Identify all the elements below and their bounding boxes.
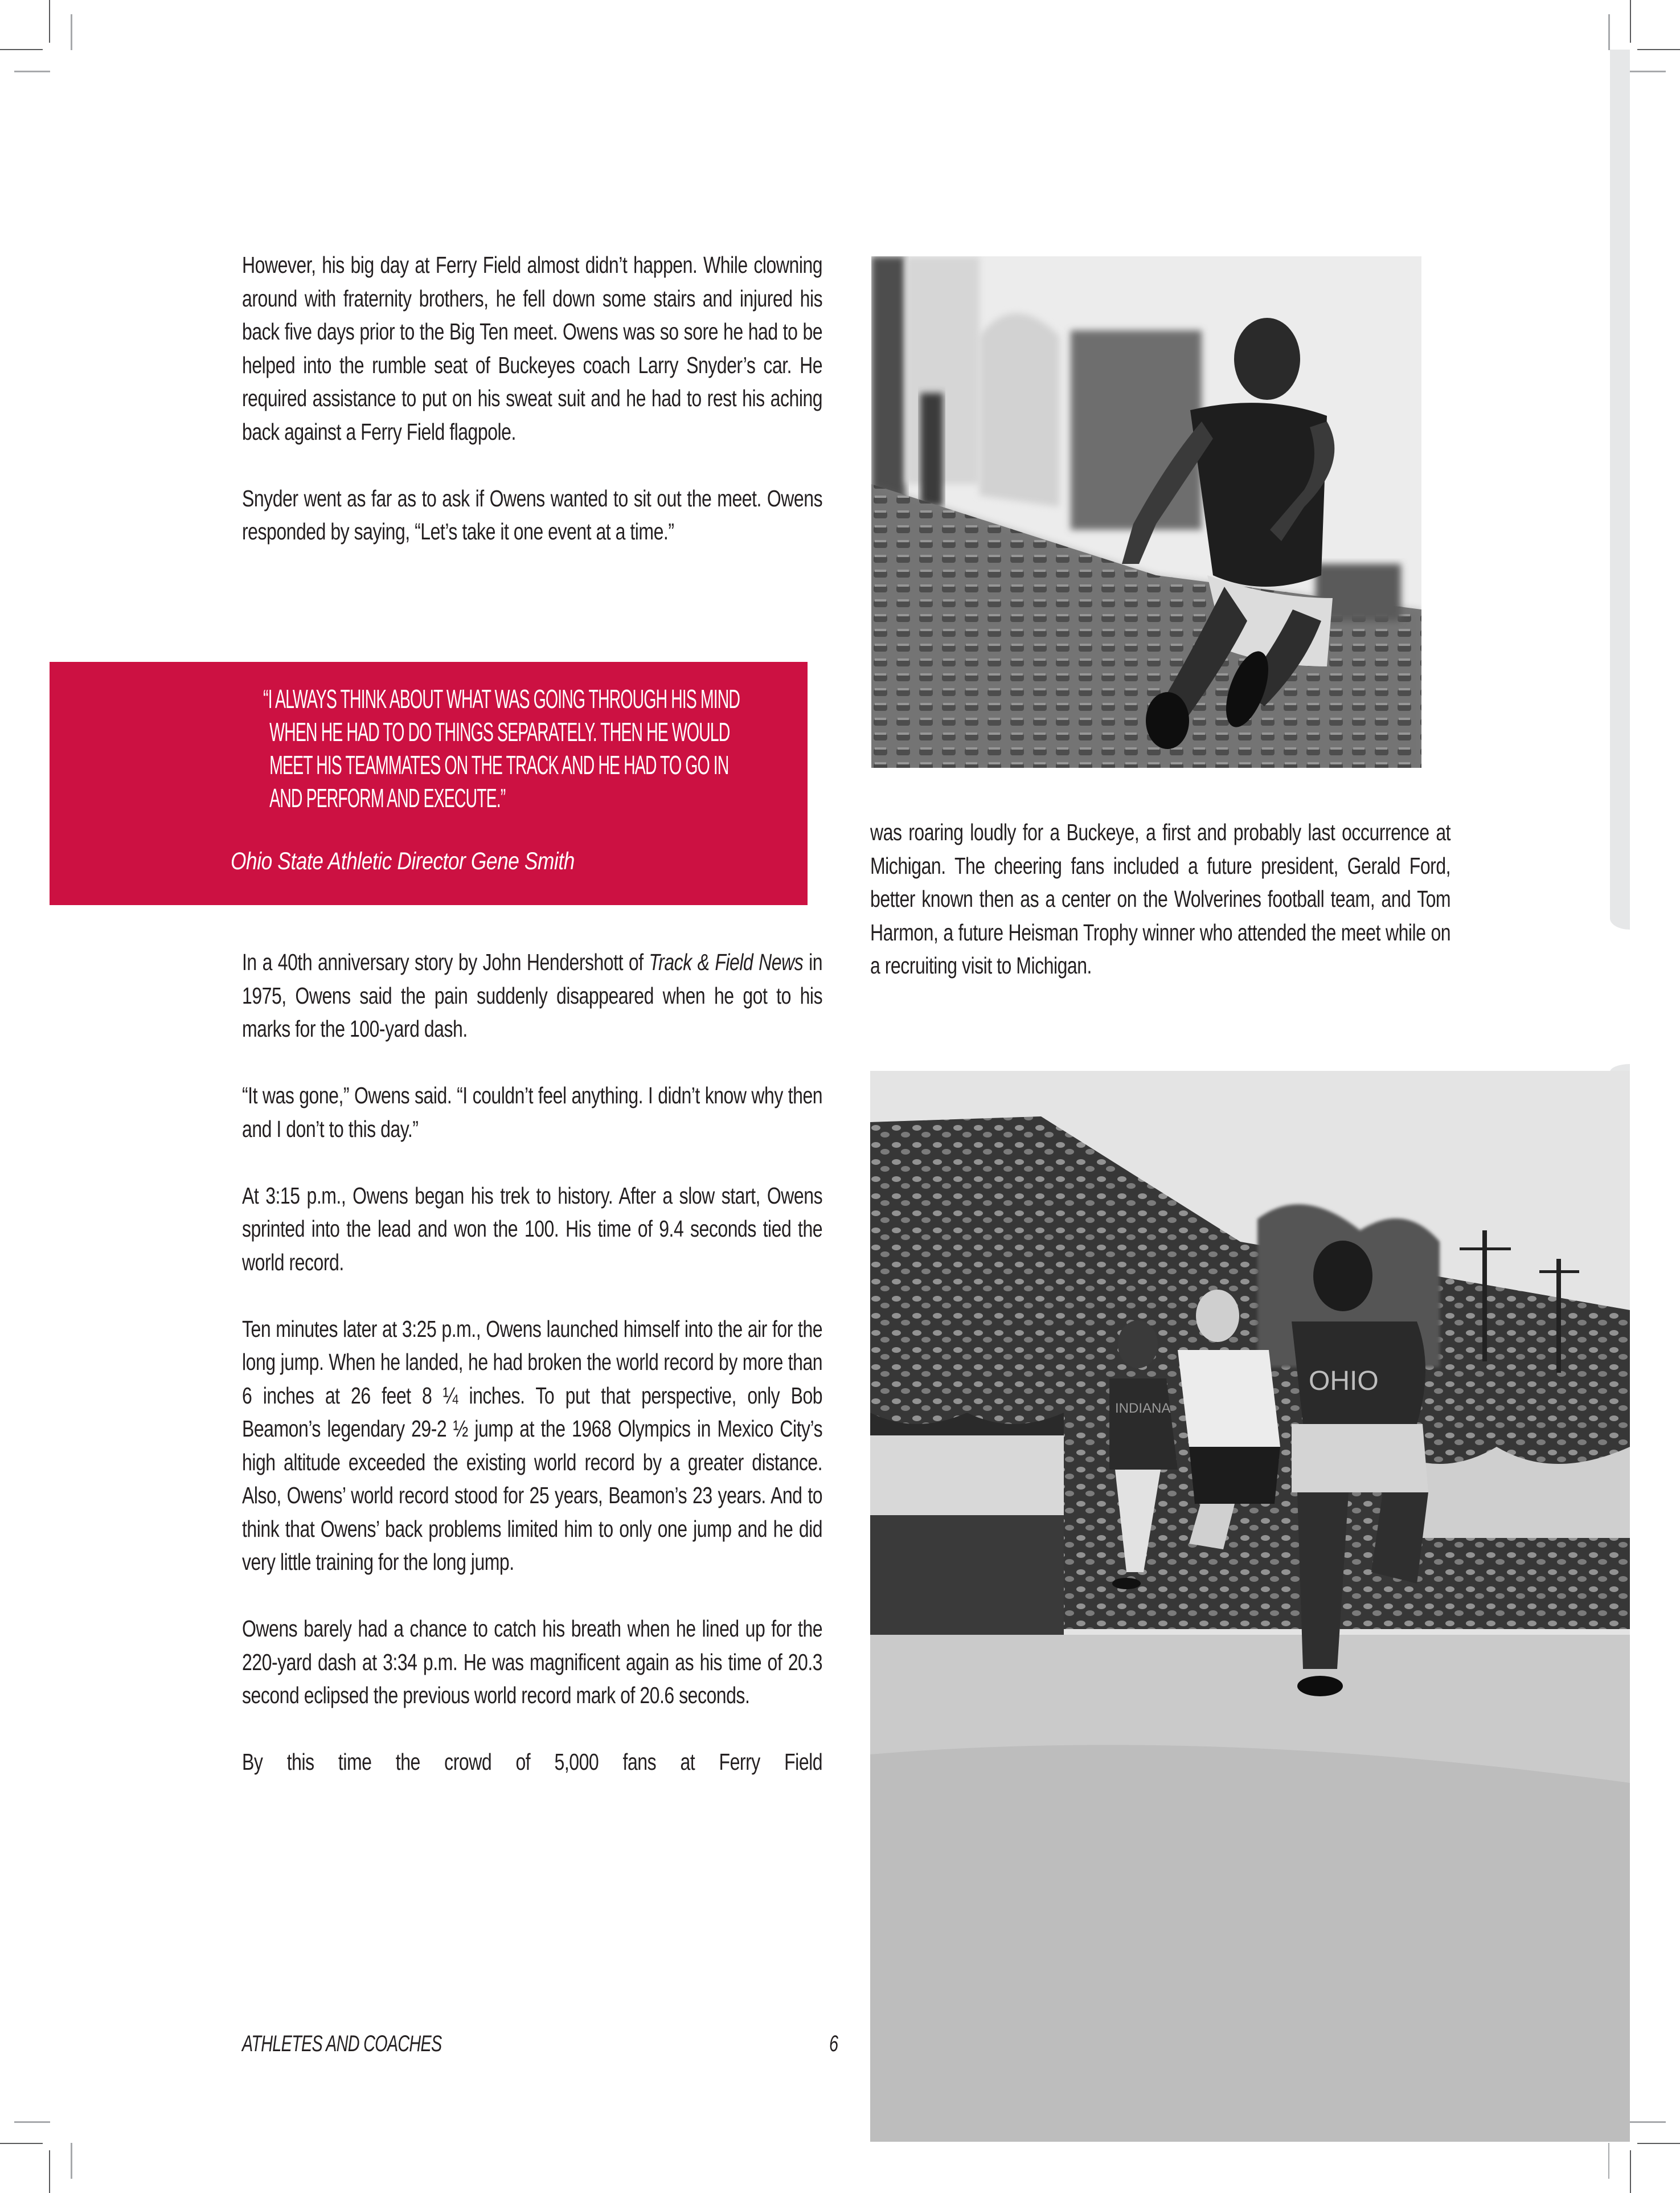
text-run: in 1975, Owens said the pain suddenly disappeared when he got to his marks for the 100-yard dash. xyxy=(242,949,823,1042)
text-run: In a 40th anniversary story by John Hendershott of xyxy=(242,949,649,975)
crop-mark xyxy=(1637,2143,1680,2144)
page-edge-strip xyxy=(1610,50,1630,930)
crop-mark xyxy=(1637,49,1680,50)
body-text-column-left-bottom xyxy=(242,946,822,1779)
paragraph: By this time the crowd of 5,000 fans at Ferry Field xyxy=(242,1749,823,1775)
sprint-finish-photo xyxy=(870,1071,1630,2142)
body-text-column-left-top xyxy=(242,248,822,549)
paragraph: was roaring loudly for a Buckeye, a first and probably last occurrence at Michigan. The cheering fans included a future president, Gerald Ford, better known then as a center on the Wolverines football team, and Tom Harmon, a future Heisman Trophy winner who attended the meet while on a recruiting visit to Michigan. xyxy=(870,819,1451,979)
crop-mark xyxy=(1630,0,1631,43)
crop-mark xyxy=(71,14,72,50)
crop-mark xyxy=(14,71,50,72)
paragraph: Owens barely had a chance to catch his breath when he lined up for the 220-yard dash at 3:34 p.m. He was magnificent again as his time of 20.3 second eclipsed the previous world record mark of 20.6 seconds. xyxy=(242,1615,823,1708)
publication-title: Track & Field News xyxy=(649,949,804,975)
crop-mark xyxy=(49,2150,50,2193)
crop-mark xyxy=(49,0,50,43)
crop-mark xyxy=(1630,2150,1631,2193)
body-text-column-right xyxy=(870,816,1450,983)
crop-mark xyxy=(1608,14,1610,50)
crop-mark xyxy=(1630,71,1666,72)
running-footer-section: ATHLETES AND COACHES xyxy=(242,2031,442,2056)
paragraph: “It was gone,” Owens said. “I couldn’t feel anything. I didn’t know why then and I don’t to this day.” xyxy=(242,1082,823,1142)
crop-mark xyxy=(14,2121,50,2123)
crop-mark xyxy=(0,2143,43,2144)
paragraph: Ten minutes later at 3:25 p.m., Owens launched himself into the air for the long jump. When he landed, he had broken the world record by more than 6 inches at 26 feet 8 ¼ inches. To put that perspective, only Bob Beamon’s legendary 29-2 ½ jump at the 1968 Olympics in Mexico City’s high altitude exceeded the existing world record by a greater distance. Also, Owens’ world record stood for 25 years, Beamon’s 23 years. And to think that Owens’ back problems limited him to only one jump and he did very little training for the long jump. xyxy=(242,1315,823,1575)
crop-mark xyxy=(0,49,43,50)
long-jump-photo-art xyxy=(871,256,1421,768)
paragraph: At 3:15 p.m., Owens began his trek to history. After a slow start, Owens sprinted into the lead and won the 100. His time of 9.4 seconds tied the world record. xyxy=(242,1182,823,1275)
jersey-lettering: INDIANA xyxy=(1115,1401,1171,1416)
paragraph xyxy=(242,946,822,1046)
crop-mark xyxy=(71,2143,72,2179)
pull-quote-text: “I ALWAYS THINK ABOUT WHAT WAS GOING THROUGH HIS MIND WHEN HE HAD TO DO THINGS SEPARATELY. THEN HE WOULD MEET HIS TEAMMATES ON THE TRACK AND HE HAD TO GO IN AND PERFORM AND EXECUTE.” xyxy=(263,684,740,813)
pull-quote-attribution: Ohio State Athletic Director Gene Smith xyxy=(231,848,575,875)
paragraph: However, his big day at Ferry Field almost didn’t happen. While clowning around with fraternity brothers, he fell down some stairs and injured his back five days prior to the Big Ten meet. Owens was so sore he had to be helped into the rumble seat of Buckeyes coach Larry Snyder’s car. He required assistance to put on his sweat suit and he had to rest his aching back against a Ferry Field flagpole. xyxy=(242,252,823,445)
crop-mark xyxy=(1608,2143,1609,2179)
page-number: 6 xyxy=(829,2031,839,2056)
sprint-finish-photo-art xyxy=(870,1071,1630,2142)
long-jump-photo xyxy=(871,256,1421,768)
paragraph: Snyder went as far as to ask if Owens wanted to sit out the meet. Owens responded by saying, “Let’s take it one event at a time.” xyxy=(242,485,823,545)
pull-quote-box xyxy=(50,662,808,905)
jersey-lettering: OHIO xyxy=(1309,1366,1379,1396)
crop-mark xyxy=(1630,2121,1666,2123)
